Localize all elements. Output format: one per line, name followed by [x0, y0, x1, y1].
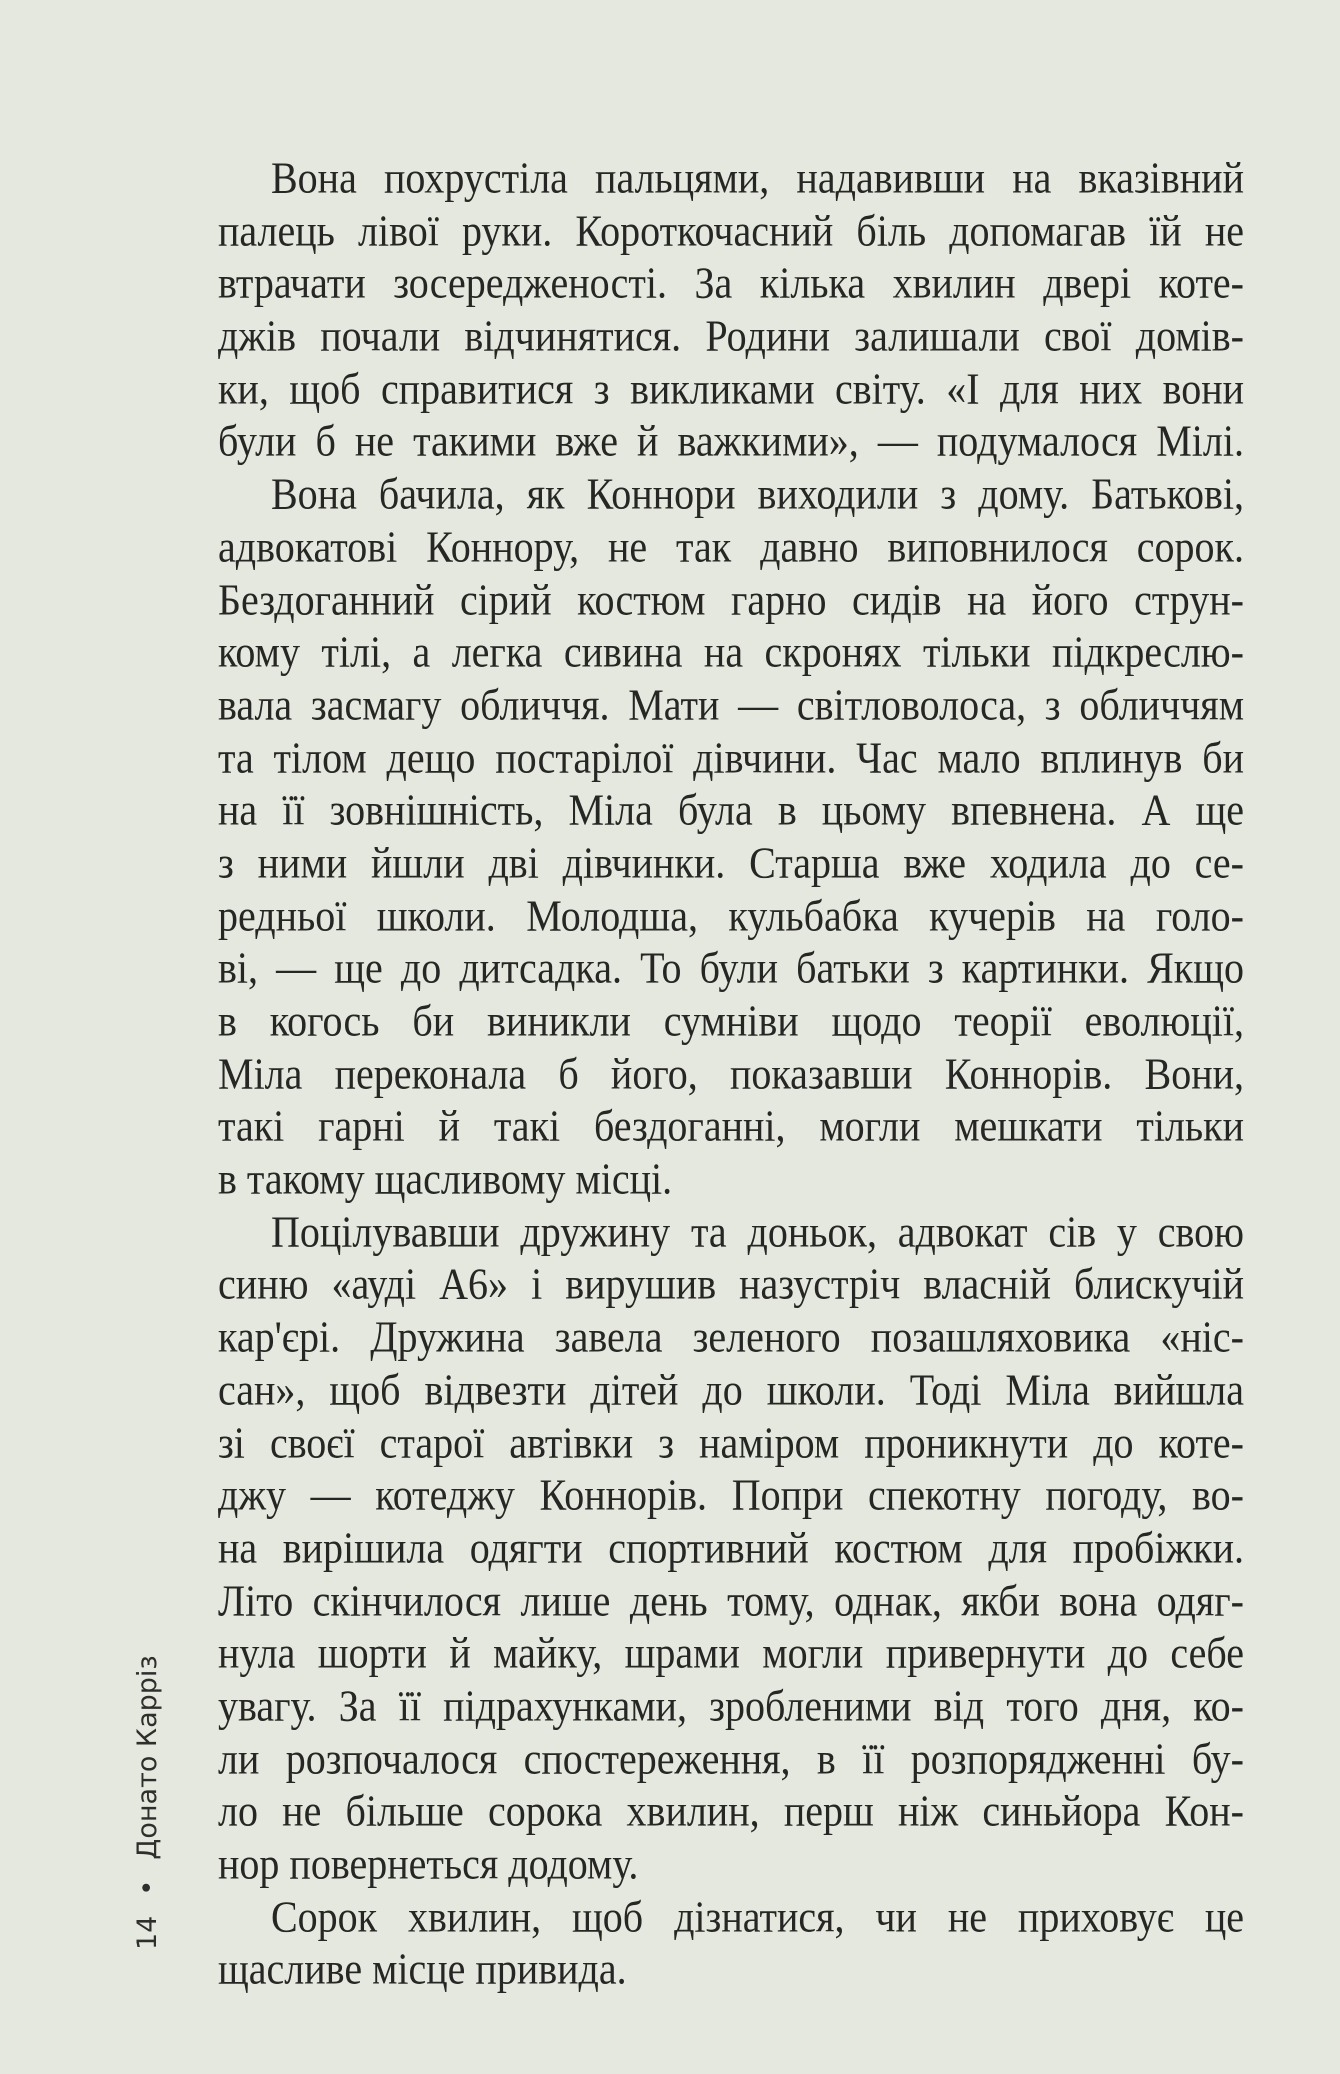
paragraph [218, 152, 1244, 468]
text-line: були б не такими вже й важкими», — подумалося Мілі. [218, 415, 1244, 467]
text-line: з ними йшли дві дівчинки. Старша вже ходила до се- [218, 837, 1244, 888]
text-line: Міла переконала б його, показавши Коннорів. Вони, [218, 1047, 1244, 1099]
running-footer [132, 1655, 163, 1950]
paragraph [218, 468, 1244, 1206]
text-line: Бездоганний сірий костюм гарно сидів на його струн- [218, 573, 1244, 625]
text-line: Вона бачила, як Коннори виходили з дому. Батькові, [271, 468, 1244, 519]
text-line: увагу. За її підрахунками, зробленими від того дня, ко- [218, 1680, 1244, 1731]
text-line: сан», щоб відвезти дітей до школи. Тоді Міла вийшла [218, 1364, 1244, 1415]
text-line: джу — котеджу Коннорів. Попри спекотну погоду, во- [218, 1469, 1244, 1520]
paragraph [218, 1206, 1244, 1891]
text-line: адвокатові Коннору, не так давно виповнилося сорок. [218, 521, 1244, 572]
text-line: ві, — ще до дитсадка. То були батьки з картинки. Якщо [218, 942, 1244, 993]
text-line: ло не більше сорока хвилин, перш ніж синьйора Кон- [218, 1785, 1244, 1836]
text-line: Сорок хвилин, щоб дізнатися, чи не приховує це [271, 1890, 1244, 1942]
text-line: в такому щасливому місці. [218, 1153, 673, 1204]
text-line: та тілом дещо постарілої дівчини. Час мало вплинув би [218, 731, 1244, 783]
text-line: кар'єрі. Дружина завела зеленого позашляховика «ніс- [218, 1311, 1244, 1362]
page-body-text [218, 152, 1244, 1996]
text-line: втрачати зосередженості. За кілька хвилин двері коте- [218, 257, 1244, 308]
text-line: редньої школи. Молодша, кульбабка кучерів на голо- [218, 889, 1244, 941]
text-line: в когось би виникли сумніви щодо теорії еволюції, [218, 995, 1244, 1046]
paragraph [218, 1891, 1244, 1996]
footer-separator: • [132, 1879, 163, 1896]
text-line: Вона похрустіла пальцями, надавивши на вказівний [271, 152, 1244, 203]
page-number: 14 [132, 1915, 163, 1950]
text-line: нор повернеться додому. [218, 1838, 639, 1889]
text-line: Поцілувавши дружину та доньок, адвокат сів у свою [271, 1205, 1244, 1257]
text-line: на вирішила одягти спортивний костюм для пробіжки. [218, 1522, 1244, 1573]
text-line: такі гарні й такі бездоганні, могли мешкати тільки [218, 1100, 1244, 1151]
text-line: щасливе місце привида. [218, 1943, 627, 1994]
text-line: ли розпочалося спостереження, в її розпорядженні бу- [218, 1732, 1244, 1784]
text-line: зі своєї старої автівки з наміром проникнути до коте- [218, 1416, 1244, 1468]
author-name: Донато Карріз [132, 1655, 163, 1860]
text-line: вала засмагу обличчя. Мати — світловолоса, з обличчям [218, 679, 1244, 730]
text-line: на її зовнішність, Міла була в цьому впевнена. А ще [218, 784, 1244, 835]
text-line: ки, щоб справитися з викликами світу. «І для них вони [218, 362, 1244, 414]
text-line: нула шорти й майку, шрами могли привернути до себе [218, 1627, 1244, 1678]
text-line: джів почали відчинятися. Родини залишали свої домів- [218, 310, 1244, 361]
text-line: синю «ауді А6» і вирушив назустріч власній блискучій [218, 1258, 1244, 1310]
text-line: Літо скінчилося лише день тому, однак, якби вона одяг- [218, 1574, 1244, 1626]
text-line: палець лівої руки. Короткочасний біль допомагав їй не [218, 204, 1244, 256]
text-line: кому тілі, а легка сивина на скронях тільки підкреслю- [218, 626, 1244, 677]
